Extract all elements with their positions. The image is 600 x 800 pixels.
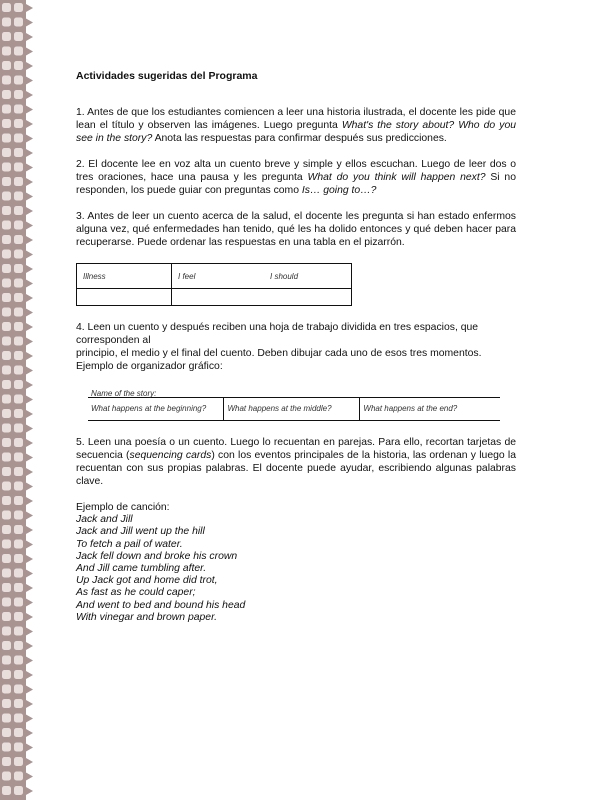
activity-5: 5. Leen una poesía o un cuento. Luego lo recuentan en parejas. Para ello, recortan tarjetas de secuencia (sequencing cards) con los eventos principales de la historia, las ordenan y luego la recuentan con sus propias palabras. El docente puede ayudar, escribiendo algunas palabras clave.	[76, 437, 516, 487]
illness-table	[76, 263, 352, 306]
table-header-feel: I feel	[172, 264, 265, 289]
table-cell	[172, 289, 352, 306]
song-line: Jack and Jill	[76, 514, 133, 526]
activity-2: 2. El docente lee en voz alta un cuento breve y simple y ellos escuchan. Luego de leer dos o tres oraciones, hace una pausa y les pregunta What do you think will happen next? Si no responden, los puede guiar con preguntas como Is… going to…?	[76, 159, 516, 196]
activity-4-line1: 4. Leen un cuento y después reciben una hoja de trabajo dividida en tres espacios, que corresponden al	[76, 322, 479, 346]
song-line: To fetch a pail of water.	[76, 538, 183, 550]
song-line: And Jill came tumbling after.	[76, 563, 207, 575]
document-page	[76, 70, 516, 624]
song-line: Jack fell down and broke his crown	[76, 550, 238, 562]
organizer-table	[88, 398, 500, 421]
song-line: And went to bed and bound his head	[76, 599, 246, 611]
organizer-end: What happens at the end?	[360, 398, 500, 421]
song-line: As fast as he could caper;	[76, 587, 196, 599]
activity-3: 3. Antes de leer un cuento acerca de la salud, el docente les pregunta si han estado enfermos alguna vez, qué enfermedades han tenido, qué les ha dolido entonces y qué deben hacer para recuperarse. Puede ordenar las respuestas en una tabla en el pizarrón.	[76, 211, 516, 248]
page-title: Actividades sugeridas del Programa	[76, 70, 258, 82]
table-cell	[77, 289, 172, 306]
story-name-label: Name of the story:	[88, 387, 500, 398]
song-line: With vinegar and brown paper.	[76, 611, 218, 623]
song-example	[76, 502, 516, 624]
organizer-middle: What happens at the middle?	[224, 398, 360, 421]
song-line: Up Jack got and home did trot,	[76, 575, 218, 587]
organizer-beginning: What happens at the beginning?	[88, 398, 224, 421]
decorative-border	[0, 0, 34, 800]
graphic-organizer	[88, 387, 500, 421]
activity-4-line2: principio, el medio y el final del cuento. Deben dibujar cada uno de esos tres momentos. Ejemplo de organizador gráfico:	[76, 348, 482, 372]
activity-1: 1. Antes de que los estudiantes comiencen a leer una historia ilustrada, el docente les pide que lean el título y observen las imágenes. Luego pregunta What's the story about? Who do you see in the story? Anota las respuestas para confirmar después sus predicciones.	[76, 107, 516, 144]
table-header-illness: Illness	[77, 264, 172, 289]
border-pattern	[0, 0, 34, 800]
song-line: Jack and Jill went up the hill	[76, 526, 205, 538]
song-label: Ejemplo de canción:	[76, 502, 170, 513]
table-header-should: I should	[264, 264, 352, 289]
